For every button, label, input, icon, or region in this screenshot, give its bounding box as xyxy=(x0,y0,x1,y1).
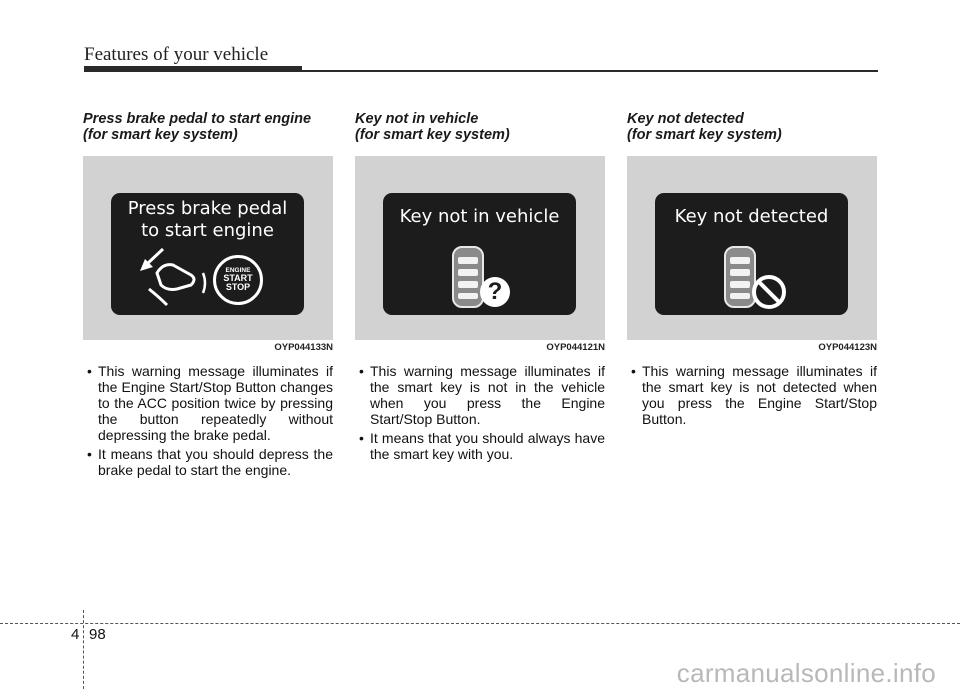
button-label-engine: ENGINE xyxy=(225,267,251,274)
section-heading xyxy=(83,111,333,151)
display-text-line-1: Press brake pedal xyxy=(127,198,288,219)
watermark: carmanualsonline.info xyxy=(676,658,936,688)
footer-rule xyxy=(0,623,960,624)
heading-line-2: (for smart key system) xyxy=(627,127,782,143)
brake-pedal-icon xyxy=(111,193,304,315)
heading-line-1: Key not detected xyxy=(627,111,744,127)
display-text: Key not detected xyxy=(674,206,829,227)
section-heading xyxy=(355,111,605,151)
list-item: • This warning message illuminates if the smart key is not in the vehicle when you press the Engine Start/Stop Button. xyxy=(355,363,605,427)
section-heading xyxy=(627,111,877,151)
button-label-start: START xyxy=(223,273,253,283)
question-mark-icon: ? xyxy=(480,277,510,307)
bullet-list xyxy=(627,363,877,427)
bullet-list xyxy=(83,363,333,478)
list-item: • It means that you should always have the smart key with you. xyxy=(355,430,605,462)
list-item: • This warning message illuminates if the smart key is not detected when you press the Engine Start/Stop Button. xyxy=(627,363,877,427)
page-header-title: Features of your vehicle xyxy=(84,44,269,65)
warning-figure xyxy=(355,156,605,340)
figure-code: OYP044133N xyxy=(274,342,333,353)
display-text: Key not in vehicle xyxy=(399,206,560,227)
warning-figure xyxy=(83,156,333,340)
cluster-display xyxy=(111,193,304,315)
section-press-brake xyxy=(83,111,333,481)
list-item: • This warning message illuminates if the Engine Start/Stop Button changes to the ACC position twice by pressing the button repeatedly without depressing the brake pedal. xyxy=(83,363,333,443)
section-key-not-detected xyxy=(627,111,877,430)
footer-vertical-rule xyxy=(83,610,84,689)
prohibited-icon xyxy=(655,193,848,315)
section-key-not-in-vehicle xyxy=(355,111,605,465)
page-number: 98 xyxy=(89,626,106,643)
display-text-line-2: to start engine xyxy=(141,220,274,241)
button-label-stop: STOP xyxy=(225,282,251,292)
heading-line-1: Press brake pedal to start engine xyxy=(83,111,312,127)
engine-start-stop-button-icon xyxy=(213,255,263,305)
heading-line-2: (for smart key system) xyxy=(355,127,510,143)
chapter-number: 4 xyxy=(71,626,80,643)
cluster-display xyxy=(655,193,848,315)
smart-key-icon xyxy=(383,193,576,315)
cluster-display xyxy=(383,193,576,315)
header-rule-thick xyxy=(84,66,302,72)
heading-line-2: (for smart key system) xyxy=(83,127,238,143)
bullet-list xyxy=(355,363,605,462)
warning-figure xyxy=(627,156,877,340)
figure-code: OYP044123N xyxy=(818,342,877,353)
heading-line-1: Key not in vehicle xyxy=(355,111,479,127)
header-rule-thin xyxy=(302,70,878,72)
list-item: • It means that you should depress the brake pedal to start the engine. xyxy=(83,446,333,478)
figure-code: OYP044121N xyxy=(546,342,605,353)
